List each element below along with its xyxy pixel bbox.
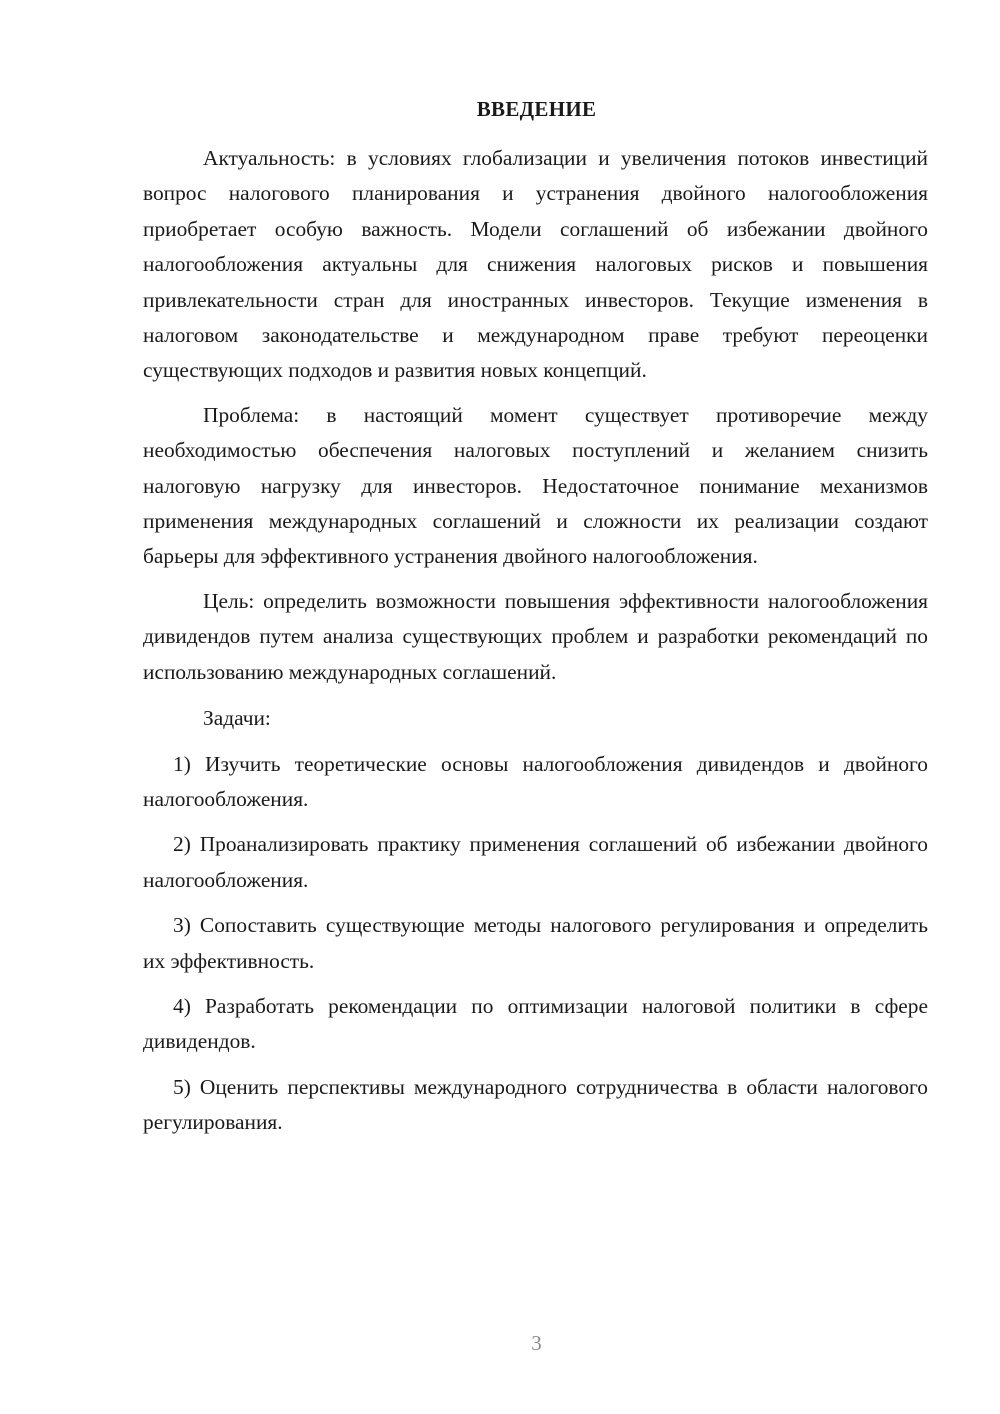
task-item-5: 5) Оценить перспективы международного сотрудничества в области налогового регулирования.: [143, 1074, 928, 1135]
paragraph-relevance: Актуальность: в условиях глобализации и увеличения потоков инвестиций вопрос налогового планирования и устранения двойного налогообложения приобретает особую важность. Модели соглашений об избежании двойного налогообложения актуальны для снижения налоговых рисков и повышения привлекательности стран для иностранных инвесторов. Текущие изменения в налоговом законодательстве и международном праве требуют переоценки существующих подходов и развития новых концепций.: [143, 146, 928, 383]
task-item-3: 3) Сопоставить существующие методы налогового регулирования и определить их эффективность.: [143, 913, 928, 973]
section-heading: ВВЕДЕНИЕ: [476, 97, 597, 121]
paragraph-problem: Проблема: в настоящий момент существует противоречие между необходимостью обеспечения налоговых поступлений и желанием снизить налоговую нагрузку для инвесторов. Недостаточное понимание механизмов применения международных соглашений и сложности их реализации создают барьеры для эффективного устранения двойного налогообложения.: [143, 402, 928, 569]
page-number: 3: [531, 1331, 542, 1355]
tasks-heading: Задачи:: [203, 706, 271, 731]
paragraph-goal: Цель: определить возможности повышения эффективности налогообложения дивидендов путем анализа существующих проблем и разработки рекомендаций по использованию международных соглашений.: [143, 588, 928, 684]
task-item-2: 2) Проанализировать практику применения соглашений об избежании двойного налогообложения.: [143, 832, 928, 892]
task-item-1: 1) Изучить теоретические основы налогообложения дивидендов и двойного налогообложения.: [143, 751, 928, 811]
task-item-4: 4) Разработать рекомендации по оптимизации налоговой политики в сфере дивидендов.: [143, 993, 928, 1054]
body-text: [143, 141, 928, 1141]
